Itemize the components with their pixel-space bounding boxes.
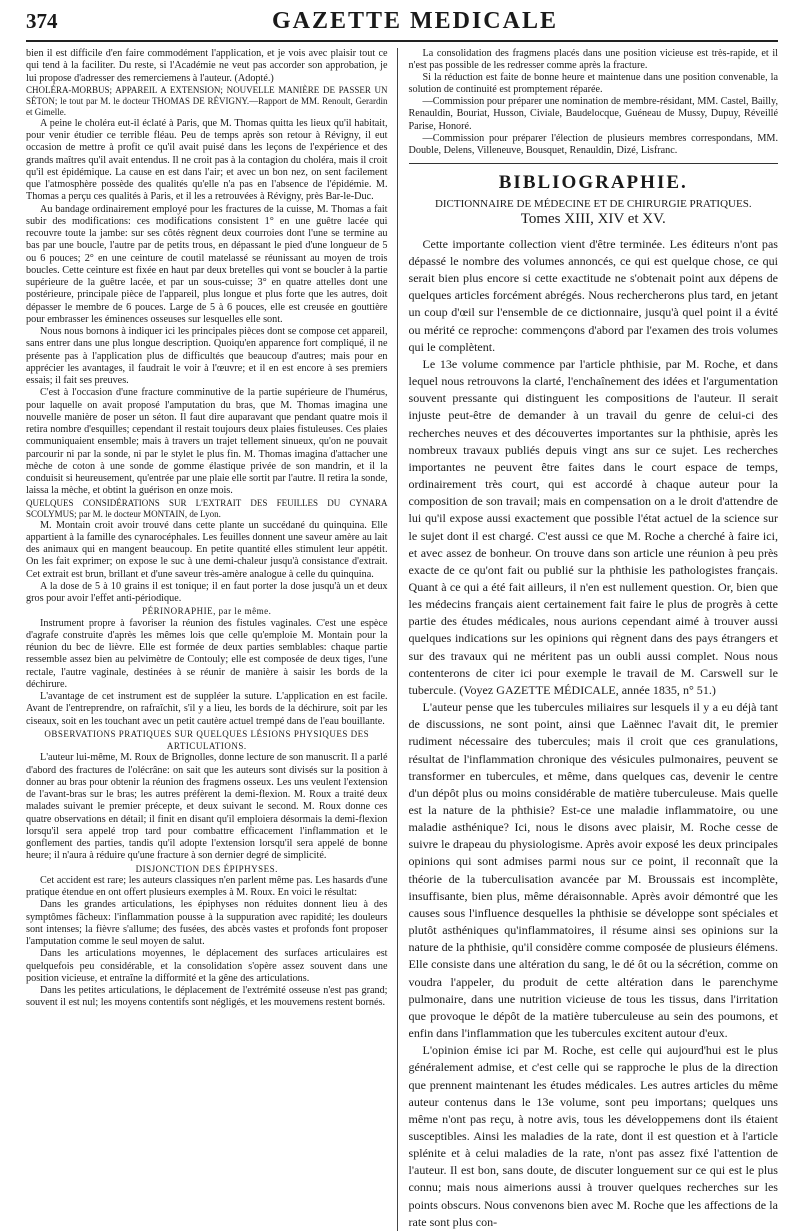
section-rule <box>409 163 778 164</box>
paragraph: —Commission pour préparer une nomination de membre-résidant, MM. Castel, Bailly, Renauldin, Bouriat, Husson, Civiale, Baudelocque, Guéneau de Mussy, Dupuy, Réveillé Parise, Honoré. <box>408 96 778 132</box>
paragraph: L'opinion émise ici par M. Roche, est celle qui aujourd'hui est le plus généralement admise, et c'est celle qui se rapproche le plus de la direction que prennent maintenant les études médicales. Les autres articles du même auteur contenus dans le 13e volume, sont peu importans; quelques uns même n'ont pas reçu, à notre avis, tous les développemens dont ils étaient susceptibles. Ainsi les maladies de la rate, dont il est question et à l'article splénite et à celui maladies de la rate, n'ont pas assez fixé l'attention de l'auteur. Il est bon, sans doute, de discuter longuement sur ce qui est le plus connu; mais nous aimerions aussi à trouver quelques recherches sur les points obscurs. Nous convenons bien avec M. Roche que les affections de la rate sont plus con- <box>408 1043 778 1229</box>
left-column <box>26 48 397 1231</box>
paragraph: Cette importante collection vient d'être terminée. Les éditeurs n'ont pas dépassé le nombre des volumes annoncés, ce qui est quelque chose, ce qui serait bien plus encore si cette exactitude ne s'obtenait point aux dépens de quelques articles forcément abrégés. Nous rechercherons plus tard, en jetant un coup d'œil sur l'ensemble de ce dictionnaire, jusqu'à quel point il a évité ou mérité ce reproche: commençons d'abord par l'examen des trois volumes qui le complètent. <box>408 236 778 354</box>
paragraph: bien il est difficile d'en faire commodément l'application, et je vois avec plaisir tout ce qui tend à la faciliter. Du reste, si l'Académie ne veut pas accorder son approbation, je lui propose d'adresser des remerciemens à l'auteur. (Adopté.) <box>26 48 388 84</box>
paragraph: Dans les petites articulations, le déplacement de l'extrémité osseuse n'est pas grand; souvent il est nul; les moyens contentifs sont négligés, et les mouvemens restent bornés. <box>26 985 388 1009</box>
paragraph: Le 13e volume commence par l'article phthisie, par M. Roche, et dans lequel nous retrouvons la clarté, l'enchaînement des idées et l'argumentation souvent pressante qui distinguent les compositions de l'auteur. Il serait injuste peut-être de demander à un travail du genre de celui-ci des recherches neuves et des découvertes importantes sur la phthisie, après les nombreux travaux publiés depuis vingt ans sur ce sujet. Les recherches importantes ne peuvent être faites dans le court espace de temps, ordinairement très court, qui est accordé à chaque auteur pour la composition de son travail; mais en compensation on a le droit d'attendre de lui qu'il expose aussi exactement que possible l'état actuel de la science sur le sujet dont il est chargé. C'est aussi ce que M. Roche a cherché à faire ici, et avec assez de bonheur. On trouve dans son article une réunion à peu près exacte de ce qu'ont fait ou publié sur la phthisie les pathologistes français. Quant à ce qui a été fait ailleurs, il n'en est nullement question. Or, bien que les médecins français aient certainement fait faire le plus de progrès à cette partie des études médicales, nous aurions cependant aimé à trouver aussi quelques indications sur les opinions qui règnent dans des pays étrangers et sur des travaux qui ne méritent pas un oubli aussi complet. Nous nous contenterons de citer ici pour exemple le travail de M. Carswell sur le tubercule. (Voyez GAZETTE MÉDICALE, année 1835, n° 51.) <box>408 356 778 697</box>
paragraph: —Commission pour préparer l'élection de plusieurs membres correspondans, MM. Double, Delens, Villeneuve, Bousquet, Renauldin, Dizé, Lisfranc. <box>408 132 778 156</box>
paragraph: C'est à l'occasion d'une fracture comminutive de la partie supérieure de l'humérus, pour laquelle on avait proposé l'amputation du bras, que M. Thomas imagina une nouvelle manière de poser un séton. Il faut dire auparavant que pendant quatre mois il retira nombre d'esquilles; cependant il restait toujours deux plaies fistuleuses. Ces plaies communiquaient ensemble; mais à travers un trajet tellement sinueux, qu'on ne pouvait parcourir ni par la sonde, ni par le stylet le plus fin. M. Thomas imagina d'attacher une mèche de coton à une sonde de gomme élastique privée de son mandrin, et il la conduisit si heureusement, qu'entrée par une plaie elle sortit par l'autre. Il retira la sonde, laissa la mèche, et obtint la guérison en onze mois. <box>26 387 388 497</box>
journal-title: GAZETTE MEDICALE <box>271 8 558 34</box>
review-title: DICTIONNAIRE DE MÉDECINE ET DE CHIRURGIE PRATIQUES. <box>434 197 752 210</box>
page-number: 374 <box>26 9 58 33</box>
paragraph: Dans les articulations moyennes, le déplacement des surfaces articulaires est quelquefois peu considérable, et la consolidation s'opère assez souvent dans une position vicieuse, et entraîne la difformité et la gêne des articulations. <box>26 948 388 984</box>
section-heading: OBSERVATIONS PRATIQUES SUR QUELQUES LÉSIONS PHYSIQUES DES ARTICULATIONS. <box>44 728 370 751</box>
paragraph: A la dose de 5 à 10 grains il est tonique; il en faut porter la dose jusqu'à un et deux gros pour avoir l'effet anti-périodique. <box>26 580 388 604</box>
paragraph: Instrument propre à favoriser la réunion des fistules vaginales. C'est une espèce d'agrafe construite d'après les mêmes lois que celle qu'emploie M. Montain pour la réunion du bec de lièvre. Elle est formée de deux parties semblables: chaque partie ressemble assez bien au pelvimètre de Contouly; elle est composée de deux tiges, l'une rectale, l'autre vaginale, destinées à se réunir de manière à saisir les bords de la déchirure. <box>26 617 388 690</box>
paragraph: La consolidation des fragmens placés dans une position vicieuse est très-rapide, et il n'est pas possible de les redresser comme après la fracture. <box>408 48 778 72</box>
right-column <box>398 48 778 1231</box>
paragraph: Au bandage ordinairement employé pour les fractures de la cuisse, M. Thomas a fait subir des modifications: ces modifications consistent 1° en une guêtre lacée qui recouvre toute la jambe: sur ses côtés règnent deux courroies dont l'une se termine au bas par une boucle, l'autre par de petits trous, en dépassant le pied d'une longueur de 5 ou 6 pouces; 2° en une ceinture de coutil matelassé se réunissant au moyen de trois boucles. Cette ceinture est fixée en haut par deux bretelles qui vont se boucler à la partie supérieure de la guêtre lacée, et par un sous-cuisse; 3° en quatre attelles dont une postérieure, principale pièce de l'appareil, plus longue et plus forte que les autres, doit dépasser le membre de 6 pouces. Large de 5 à 6 pouces, elle est creusée en gouttière pour embrasser les éminences osseuses sur lesquelles elle sont. <box>26 203 388 325</box>
section-heading: DISJONCTION DES ÉPIPHYSES. <box>135 863 278 874</box>
two-column-body <box>26 48 778 1231</box>
paragraph: Nous nous bornons à indiquer ici les principales pièces dont se compose cet appareil, sans entrer dans une plus longue description. Quoiqu'en apparence fort compliqué, il ne présente pas à l'application plus de difficultés que beaucoup d'autres; mais pour en apprécier les avantages, il faudrait le voir à l'œuvre; et il en est encore à ses premiers essais; il fait ses preuves. <box>26 326 388 386</box>
page-header <box>26 8 778 42</box>
paragraph: Si la réduction est faite de bonne heure et maintenue dans une position convenable, la solution de continuité est promptement réparée. <box>408 72 778 96</box>
review-volumes: Tomes XIII, XIV et XV. <box>520 210 666 227</box>
paragraph: L'avantage de cet instrument est de suppléer la suture. L'application en est facile. Avant de l'entreprendre, on rafraîchit, s'il y a lieu, les bords de la déchirure, soit par les ciseaux, soit en les touchant avec un petit cautère actuel trempé dans de l'eau bouillante. <box>26 691 388 727</box>
paragraph: Dans les grandes articulations, les épiphyses non réduites donnent lieu à des symptômes fâcheux: l'inflammation pousse à la suppuration avec rapidité; les douleurs sont intenses; la fièvre s'allume; des fusées, des abcès vastes et profonds font proposer l'amputation comme le seul moyen de salut. <box>26 899 388 947</box>
paragraph: Cet accident est rare; les auteurs classiques n'en parlent même pas. Les hasards d'une pratique étendue en ont offert plusieurs exemples à M. Roux. En voici le résultat: <box>26 874 388 898</box>
section-heading: QUELQUES CONSIDÉRATIONS SUR L'EXTRAIT DES FEUILLES DU CYNARA SCOLYMUS; par M. le docteur MONTAIN, de Lyon. <box>26 497 388 519</box>
paragraph: L'auteur pense que les tubercules miliaires sur lesquels il y a eu déjà tant de discussions, ne sont point, ainsi que Laënnec l'avait dit, le premier rudiment nécessaire des tubercules; mais il croit que ces granulations, résultat de l'inflammation chronique des vésicules pulmonaires, peuvent se transformer en tubercules, et même, dans quelques cas, devenir le centre d'un dépôt plus ou moins considérable de matière tuberculeuse. Mais quelle est la nature de la phthisie? Est-ce une maladie inflammatoire, ou une maladie asthénique? Ici, nous le disons avec plaisir, M. Roche cesse de suivre le drapeau du physiologisme. Après avoir exposé les deux principales opinions qui sont admises parmi nous sur ce point, il reconnaît que la théorie de la tuberculisation avancée par M. Broussais est incomplète, insuffisante, bien plus, même déraisonnable. Après avoir démontré que les causes sous l'influence desquelles la phthisie se développe sont spéciales et plutôt asthéniques qu'inflammatoires, il résume ainsi ses opinions sur la nature de la phthisie, qu'il considère comme composée de plusieurs élémens. Elle consiste dans une altération du sang, le dé ôt ou la sécrétion, comme on voudra l'appeler, du produit de cette altération dans le parenchyme pulmonaire, dans une nutrition vicieuse de tous les tissus, dans l'irritation que provoque le dépôt de la matière tuberculeuse au sein des poumons, et enfin dans l'inflammation que les tubercules excitent autour d'eux. <box>408 700 779 1041</box>
section-heading: CHOLÉRA-MORBUS; APPAREIL A EXTENSION; NOUVELLE MANIÈRE DE PASSER UN SÉTON; le tout par M. le docteur THOMAS DE RÉVIGNY.—Rapport de MM. Renoult, Gerardin et Gimelle. <box>26 84 388 117</box>
section-heading: PÉRINORAPHIE, par le même. <box>142 606 272 617</box>
bibliography-heading: BIBLIOGRAPHIE. <box>498 171 688 193</box>
paragraph: A peine le choléra eut-il éclaté à Paris, que M. Thomas quitta les lieux qu'il habitait, pour venir étudier ce terrible fléau. Peu de temps après son retour à Révigny, il eut occasion de mettre à profit ce qu'il avait puisé dans les leçons de l'expérience et des grands maîtres qu'il avait entendus. Il ne croit pas à la contagion du choléra, mais il croit qu'il est épidémique. La cause en est dans l'air; et avec un bon nez, on sent facilement que l'atmosphère possède des qualités qu'elle n'a pas en l'absence de l'épidémie. M. Thomas a perçu ces qualités à Paris, et il les a retrouvées à Révigny, près Bar-le-Duc. <box>26 117 388 203</box>
paragraph: M. Montain croit avoir trouvé dans cette plante un succédané du quinquina. Elle appartient à la famille des cynarocéphales. Les feuilles donnent une saveur amère au lait des animaux qui en mangent beaucoup. En petite quantité elles stimulent leur appétit. On les fait exprimer; on expose le suc à une demi-chaleur jusqu'à consistance d'extrait. Cet extrait est brun, brillant et d'une saveur très-amère analogue à celle du quinquina. <box>26 519 388 580</box>
paragraph: L'auteur lui-même, M. Roux de Brignolles, donne lecture de son manuscrit. Il a parlé d'abord des fractures de l'olécrâne: on sait que les auteurs sont divisés sur la position à donner au bras pour obtenir la réunion des fragmens osseux. Les uns veulent l'extension de l'avant-bras sur le bras; les autres préfèrent la demi-flexion. M. Roux a traité deux malades suivant le premier précepte, et deux suivant le second. M. Roux donne ces quatre observations en détail; il finit en disant qu'il emploiera désormais la demi-flexion lorsqu'il sera appelé trop tard pour combattre efficacement l'inflammation et le gonflement des parties, tandis qu'il adopte l'extension lorsqu'il sera appelé de bonne heure; il n'aura à réduire qu'une fracture à son dernier degré de simplicité. <box>26 752 388 862</box>
